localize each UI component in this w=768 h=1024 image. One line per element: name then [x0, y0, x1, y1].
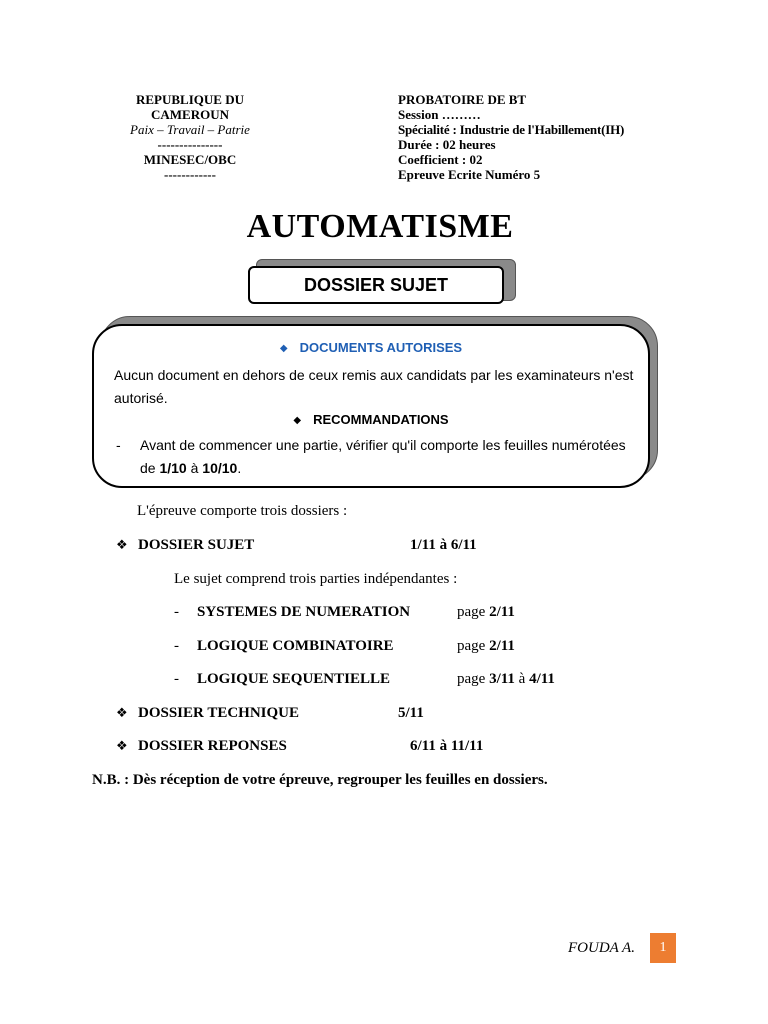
- dossier-name: DOSSIER SUJET: [138, 537, 255, 553]
- part-dash: -: [174, 671, 179, 687]
- recommendation-text: Avant de commencer une partie, vérifier qu'il comporte les feuilles numérotées de 1/10 à 10/10.: [140, 437, 626, 476]
- separator-2: ------------: [164, 167, 216, 182]
- diamond-bullet-icon: ◆: [279, 343, 288, 354]
- bullet-icon: ❖: [116, 739, 128, 754]
- page-title: AUTOMATISME: [246, 208, 514, 245]
- bullet-icon: ❖: [116, 706, 128, 721]
- ministry: MINESEC/OBC: [143, 152, 237, 167]
- duration: Durée : 02 heures: [398, 137, 496, 152]
- country-line2: CAMEROUN: [151, 107, 229, 122]
- motto: Paix – Travail – Patrie: [130, 122, 250, 137]
- diamond-bullet-icon: ◆: [293, 415, 302, 426]
- separator-1: ---------------: [157, 137, 223, 152]
- dossier-name: DOSSIER REPONSES: [138, 738, 287, 754]
- documents-heading: ◆ DOCUMENTS AUTORISES: [279, 340, 463, 355]
- part-dash: -: [174, 638, 179, 654]
- intro-text: L'épreuve comporte trois dossiers :: [137, 503, 348, 519]
- dossier-row: [116, 738, 128, 755]
- dossier-row: [116, 537, 128, 554]
- part-name: LOGIQUE COMBINATOIRE: [197, 638, 394, 654]
- page-number-badge: 1: [650, 933, 676, 963]
- recommendations-heading: ◆ RECOMMANDATIONS: [293, 412, 449, 427]
- dossier-box: [248, 266, 504, 304]
- dossier-pages: 6/11 à 11/11: [410, 738, 484, 754]
- coefficient: Coefficient : 02: [398, 152, 483, 167]
- header-left: [110, 92, 270, 182]
- documents-text: Aucun document en dehors de ceux remis aux candidats par les examinateurs n'est autorisé.: [114, 367, 634, 406]
- session: Session ………: [398, 107, 481, 122]
- part-dash: -: [174, 604, 179, 620]
- part-name: SYSTEMES DE NUMERATION: [197, 604, 411, 620]
- part-page: page 2/11: [457, 638, 515, 654]
- info-box: [92, 324, 650, 488]
- part-page: page 3/11 à 4/11: [457, 671, 555, 687]
- note: N.B. : Dès réception de votre épreuve, regrouper les feuilles en dossiers.: [92, 772, 548, 788]
- exam-name: PROBATOIRE DE BT: [398, 92, 527, 107]
- dash-bullet: -: [116, 437, 121, 453]
- dossier-name: DOSSIER TECHNIQUE: [138, 705, 300, 721]
- dossier-row: [116, 705, 128, 722]
- country-line1: REPUBLIQUE DU: [136, 92, 244, 107]
- sujet-intro: Le sujet comprend trois parties indépendantes :: [174, 571, 458, 587]
- dossier-box-label: DOSSIER SUJET: [303, 274, 449, 295]
- part-name: LOGIQUE SEQUENTIELLE: [197, 671, 390, 687]
- header-right: [398, 92, 624, 182]
- dossier-pages: 1/11 à 6/11: [410, 537, 477, 553]
- paper-number: Epreuve Ecrite Numéro 5: [398, 167, 541, 182]
- dossier-pages: 5/11: [398, 705, 424, 721]
- speciality: Spécialité : Industrie de l'Habillement(IH): [398, 122, 625, 137]
- part-page: page 2/11: [457, 604, 515, 620]
- bullet-icon: ❖: [116, 538, 128, 553]
- author: FOUDA A.: [568, 940, 635, 956]
